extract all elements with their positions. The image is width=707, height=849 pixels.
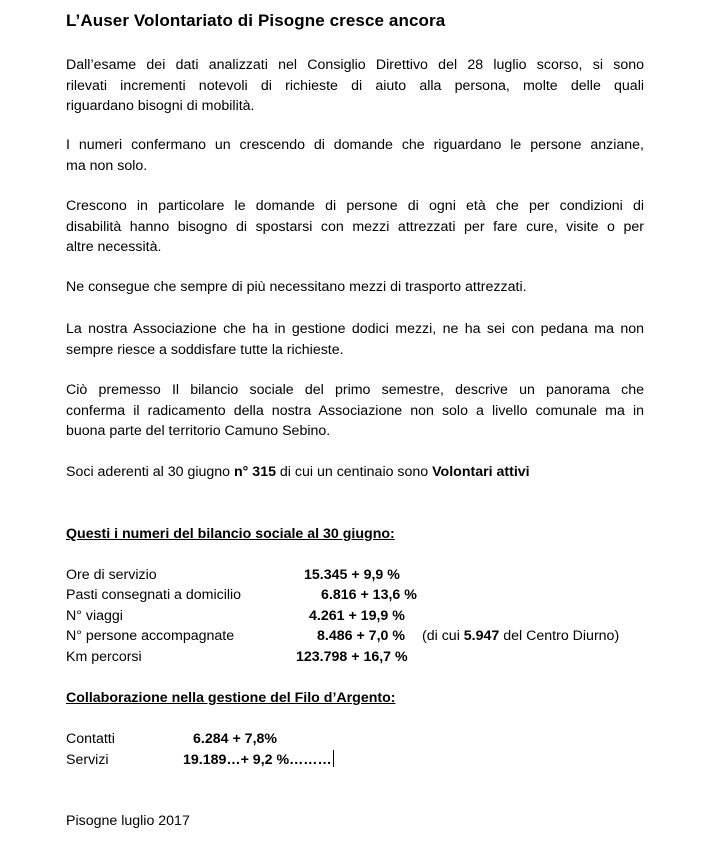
filo-value-text: 19.189…+ 9,2 %……… bbox=[183, 752, 332, 768]
soci-volontari: Volontari attivi bbox=[432, 464, 530, 480]
soci-line bbox=[66, 462, 644, 483]
paragraph-1 bbox=[66, 55, 644, 117]
document-title: L’Auser Volontariato di Pisogne cresce ancora bbox=[66, 11, 446, 30]
soci-middle: di cui un centinaio sono bbox=[275, 464, 433, 480]
paragraph-line: sempre riesce a soddisfare tutte la richieste. bbox=[66, 341, 344, 358]
paragraph-line: buona parte del territorio Camuno Sebino. bbox=[66, 423, 331, 439]
bilancio-value: 15.345 + 9,9 % bbox=[304, 567, 400, 583]
note-prefix: (di cui bbox=[422, 628, 464, 644]
bilancio-heading: Questi i numeri del bilancio sociale al 30 giugno: bbox=[66, 526, 395, 542]
paragraph-line: altre necessità. bbox=[66, 239, 162, 255]
bilancio-value: 8.486 + 7,0 % bbox=[317, 628, 405, 644]
bilancio-label: N° viaggi bbox=[66, 608, 123, 624]
paragraph-2 bbox=[66, 135, 644, 176]
paragraph-line: Crescono in particolare le domande di persone di ogni età che per condizioni di bbox=[66, 198, 644, 214]
paragraph-line: riguardano bisogni di mobilità. bbox=[66, 98, 255, 114]
paragraph-line: I numeri confermano un crescendo di domande che riguardano le persone anziane, bbox=[66, 137, 644, 153]
filo-value bbox=[183, 750, 334, 771]
note-bold: 5.947 bbox=[463, 628, 500, 644]
paragraph-line: Ciò premesso Il bilancio sociale del primo semestre, descrive un panorama che bbox=[66, 382, 644, 398]
bilancio-label: Ore di servizio bbox=[66, 567, 157, 583]
text-cursor bbox=[333, 750, 334, 767]
filo-value: 6.284 + 7,8% bbox=[193, 731, 278, 747]
bilancio-value: 123.798 + 16,7 % bbox=[296, 649, 408, 665]
bilancio-value: 6.816 + 13,6 % bbox=[321, 587, 417, 603]
paragraph-6 bbox=[66, 380, 644, 442]
bilancio-label: N° persone accompagnate bbox=[66, 628, 235, 644]
paragraph-4 bbox=[66, 277, 644, 298]
paragraph-line: Dall’esame dei dati analizzati nel Consiglio Direttivo del 28 luglio scorso, si sono bbox=[66, 57, 644, 73]
paragraph-3 bbox=[66, 196, 644, 258]
bilancio-value: 4.261 + 19,9 % bbox=[309, 608, 405, 624]
bilancio-note bbox=[422, 626, 619, 647]
note-suffix: del Centro Diurno) bbox=[499, 628, 620, 644]
document-footer: Pisogne luglio 2017 bbox=[66, 813, 190, 829]
soci-number: n° 315 bbox=[234, 464, 276, 480]
filo-label: Contatti bbox=[66, 731, 115, 747]
paragraph-line: La nostra Associazione che ha in gestione dodici mezzi, ne ha sei con pedana ma non bbox=[66, 321, 644, 337]
paragraph-line: disabilità hanno bisogno di spostarsi con mezzi attrezzati per fare cure, visite o per bbox=[66, 218, 644, 235]
paragraph-5 bbox=[66, 319, 644, 360]
paragraph-line: conferma il radicamento della nostra Associazione non solo a livello comunale ma in bbox=[66, 402, 644, 419]
paragraph-line: ma non solo. bbox=[66, 157, 148, 174]
filo-label: Servizi bbox=[66, 752, 109, 768]
bilancio-label: Km percorsi bbox=[66, 649, 142, 665]
filo-heading: Collaborazione nella gestione del Filo d’Argento: bbox=[66, 690, 396, 706]
soci-prefix: Soci aderenti al 30 giugno bbox=[66, 464, 235, 480]
bilancio-label: Pasti consegnati a domicilio bbox=[66, 587, 242, 603]
paragraph-line: rilevati incrementi notevoli di richieste di aiuto alla persona, molte delle quali bbox=[66, 77, 644, 94]
paragraph-line: Ne consegue che sempre di più necessitano mezzi di trasporto attrezzati. bbox=[66, 279, 527, 295]
